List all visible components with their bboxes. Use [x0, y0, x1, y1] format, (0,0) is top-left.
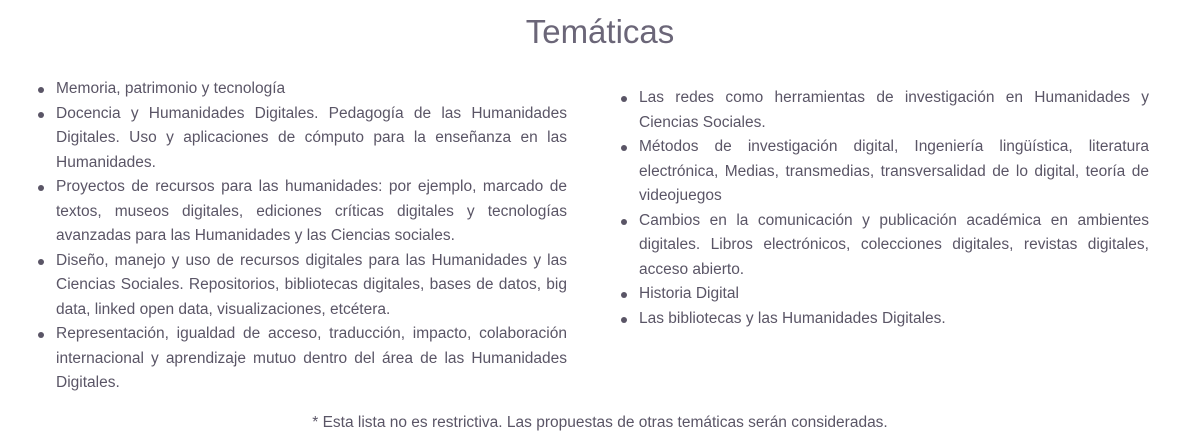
page-title: Temáticas [525, 13, 675, 50]
footnote: * Esta lista no es restrictiva. Las propuestas de otras temáticas serán consideradas. [312, 414, 888, 431]
list-item: Diseño, manejo y uso de recursos digitales para las Humanidades y las Ciencias Sociales. Repositorios, bibliotecas digitales, bases de datos, big data, linked open data, visualizaciones, etcétera. [56, 249, 567, 323]
list-item: Historia Digital [639, 282, 1149, 307]
list-item: Proyectos de recursos para las humanidades: por ejemplo, marcado de textos, museos digitales, ediciones críticas digitales y tecnologías avanzadas para las Humanidades y las Ciencias sociales. [56, 175, 567, 249]
topics-list-right [639, 86, 1149, 331]
list-item: Cambios en la comunicación y publicación académica en ambientes digitales. Libros electrónicos, colecciones digitales, revistas digitales, acceso abierto. [639, 209, 1149, 283]
list-item: Métodos de investigación digital, Ingeniería lingüística, literatura electrónica, Medias, transmedias, transversalidad de lo digital, teoría de videojuegos [639, 135, 1149, 209]
list-item: Las redes como herramientas de investigación en Humanidades y Ciencias Sociales. [639, 86, 1149, 135]
list-item: Representación, igualdad de acceso, traducción, impacto, colaboración internacional y aprendizaje mutuo dentro del área de las Humanidades Digitales. [56, 322, 567, 396]
topics-list-left [56, 77, 567, 396]
list-item: Docencia y Humanidades Digitales. Pedagogía de las Humanidades Digitales. Uso y aplicaciones de cómputo para la enseñanza en las Humanidades. [56, 102, 567, 176]
list-item: Las bibliotecas y las Humanidades Digitales. [639, 307, 1149, 332]
list-item: Memoria, patrimonio y tecnología [56, 77, 567, 102]
